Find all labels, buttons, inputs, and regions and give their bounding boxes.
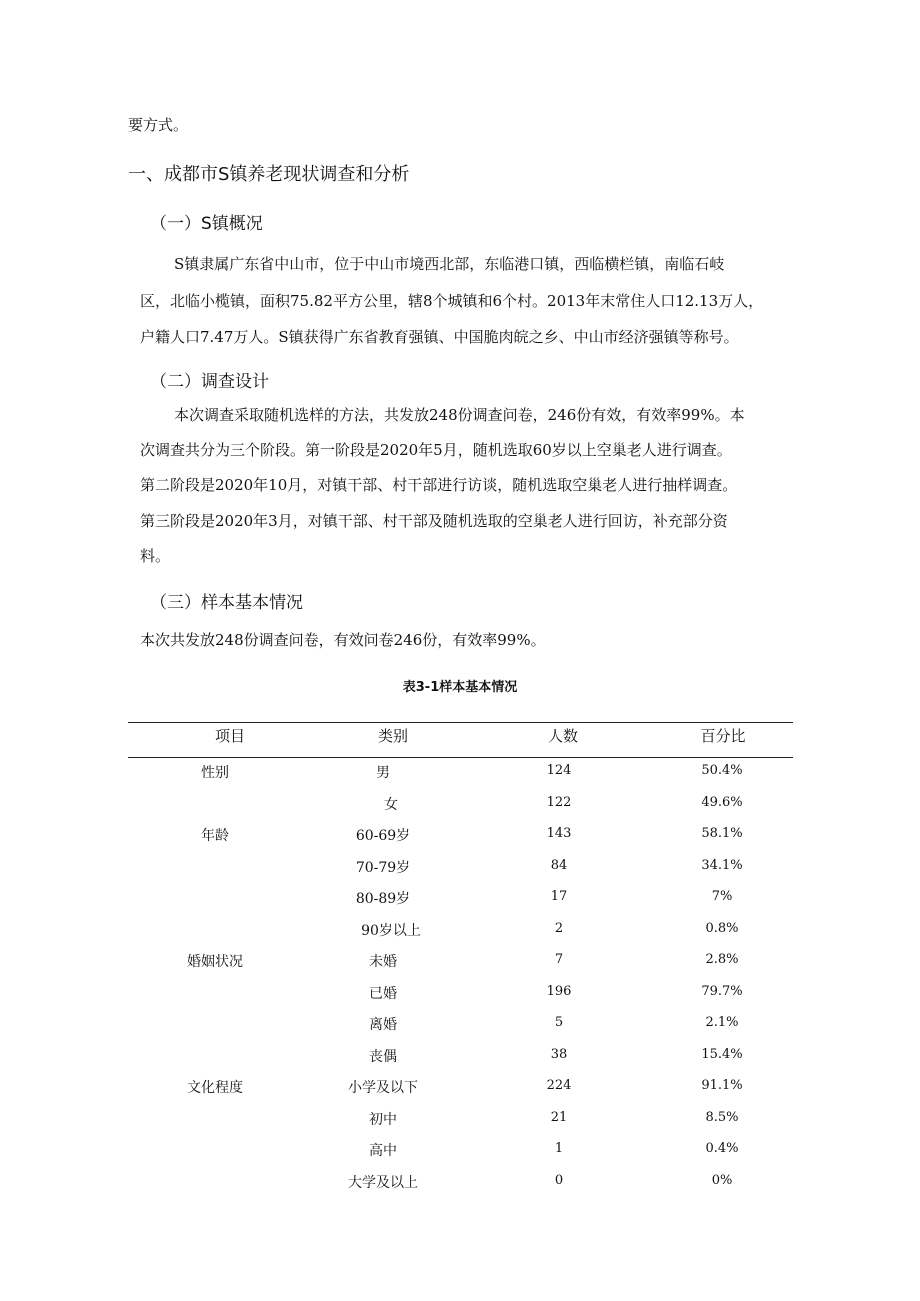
- table-cell-percent: 34.1%: [701, 858, 743, 873]
- table-cell-category: 丧偶: [369, 1049, 397, 1065]
- carryover-text: 要方式。: [128, 116, 189, 134]
- table-cell-category: 小学及以下: [348, 1080, 418, 1096]
- table-cell-count: 1: [554, 1141, 564, 1156]
- table-cell-category: 60-69岁: [355, 828, 411, 844]
- table-header-item: 项目: [214, 727, 245, 745]
- table-cell-category: 高中: [369, 1143, 397, 1159]
- table-cell-percent: 49.6%: [701, 795, 743, 810]
- table-header-count: 人数: [547, 727, 578, 745]
- table-cell-percent: 79.7%: [701, 984, 743, 999]
- table-cell-percent: 0.4%: [705, 1141, 739, 1156]
- table-cell-group: 性别: [201, 765, 229, 781]
- paragraph-line: 次调查共分为三个阶段。第一阶段是2020年5月，随机选取60岁以上空巢老人进行调查。: [140, 441, 732, 459]
- table-cell-category: 80-89岁: [355, 891, 411, 907]
- table-cell-percent: 2.1%: [705, 1015, 739, 1030]
- paragraph-line: 本次调查采取随机选样的方法，共发放248份调查问卷，246份有效，有效率99%。本: [174, 406, 745, 424]
- paragraph-line: 第三阶段是2020年3月，对镇干部、村干部及随机选取的空巢老人进行回访，补充部分资: [140, 512, 728, 530]
- table-cell-percent: 2.8%: [705, 952, 739, 967]
- subsection-heading-2: （二）调查设计: [150, 372, 269, 392]
- table-cell-group: 文化程度: [187, 1080, 243, 1096]
- table-cell-count: 17: [550, 889, 568, 904]
- table-cell-count: 5: [554, 1015, 564, 1030]
- table-cell-category: 女: [384, 797, 398, 813]
- table-cell-category: 90岁以上: [361, 923, 421, 939]
- table-cell-category: 男: [376, 765, 390, 781]
- table-cell-count: 84: [550, 858, 568, 873]
- table-cell-percent: 8.5%: [705, 1110, 739, 1125]
- table-cell-group: 年龄: [201, 828, 229, 844]
- paragraph-line: 本次共发放248份调查问卷，有效问卷246份，有效率99%。: [140, 631, 546, 649]
- paragraph-line: 料。: [140, 547, 171, 565]
- table-cell-percent: 50.4%: [701, 763, 743, 778]
- table-cell-count: 224: [546, 1078, 572, 1093]
- table-cell-category: 70-79岁: [355, 860, 411, 876]
- paragraph-line: 户籍人口7.47万人。S镇获得广东省教育强镇、中国脆肉皖之乡、中山市经济强镇等称号。: [140, 328, 739, 346]
- table-cell-percent: 91.1%: [701, 1078, 743, 1093]
- table-header-percent: 百分比: [700, 727, 746, 745]
- table-cell-percent: 15.4%: [701, 1047, 743, 1062]
- table-cell-count: 196: [546, 984, 572, 999]
- table-cell-count: 122: [546, 795, 572, 810]
- table-cell-percent: 0%: [711, 1173, 733, 1188]
- subsection-heading-1: （一）S镇概况: [150, 214, 263, 234]
- table-cell-category: 已婚: [369, 986, 397, 1002]
- table-cell-percent: 7%: [711, 889, 733, 904]
- table-cell-category: 离婚: [369, 1017, 397, 1033]
- table-cell-count: 0: [554, 1173, 564, 1188]
- table-header-rule: [128, 757, 793, 758]
- table-cell-count: 38: [550, 1047, 568, 1062]
- subsection-heading-3: （三）样本基本情况: [150, 593, 303, 613]
- table-cell-category: 未婚: [369, 954, 397, 970]
- table-cell-category: 初中: [369, 1112, 397, 1128]
- table-cell-percent: 58.1%: [701, 826, 743, 841]
- table-cell-percent: 0.8%: [705, 921, 739, 936]
- table-cell-count: 2: [554, 921, 564, 936]
- paragraph-line: 区，北临小榄镇，面积75.82平方公里，辖8个城镇和6个村。2013年末常住人口12.13万人，: [140, 292, 764, 310]
- paragraph-line: S镇隶属广东省中山市，位于中山市境西北部，东临港口镇，西临横栏镇，南临石岐: [174, 255, 725, 273]
- paragraph-line: 第二阶段是2020年10月，对镇干部、村干部进行访谈，随机选取空巢老人进行抽样调查。: [140, 476, 738, 494]
- table-cell-count: 124: [546, 763, 572, 778]
- section-heading: 一、成都市S镇养老现状调查和分析: [128, 164, 410, 185]
- table-cell-group: 婚姻状况: [187, 954, 243, 970]
- table-cell-count: 21: [550, 1110, 568, 1125]
- table-header-category: 类别: [377, 727, 408, 745]
- table-top-rule: [128, 722, 793, 723]
- table-cell-category: 大学及以上: [348, 1175, 418, 1191]
- table-cell-count: 7: [554, 952, 564, 967]
- table-caption: 表3-1样本基本情况: [402, 680, 518, 695]
- table-cell-count: 143: [546, 826, 572, 841]
